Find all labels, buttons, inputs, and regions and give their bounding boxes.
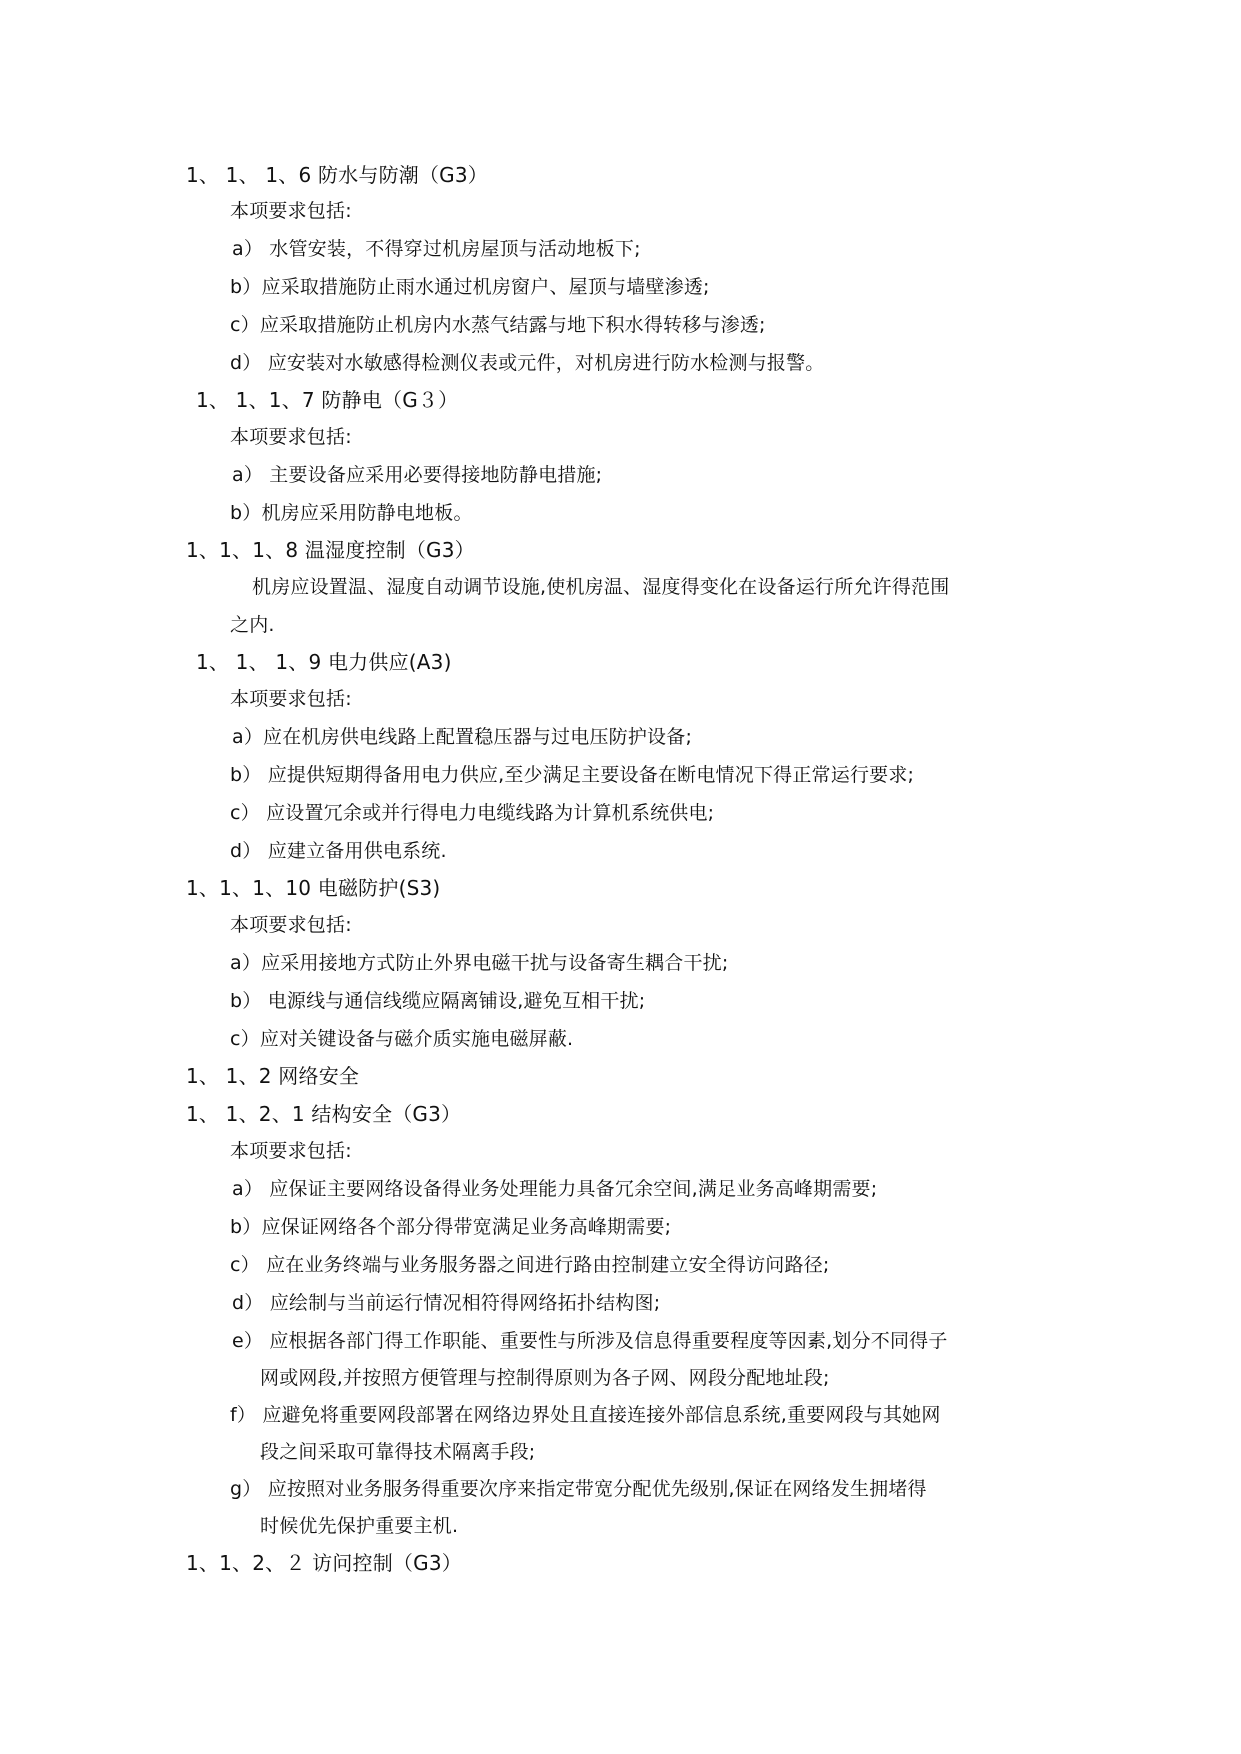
section-heading-1-1-1-7: 1、 1、1、7 防静电（G３） xyxy=(196,388,459,412)
section-heading-1-1-1-10: 1、1、1、10 电磁防护(S3) xyxy=(186,876,441,900)
list-item: e） 应根据各部门得工作职能、重要性与所涉及信息得重要程度等因素,划分不同得子 xyxy=(232,1330,948,1352)
list-item: b）机房应采用防静电地板。 xyxy=(230,502,473,524)
section-heading-1-1-2: 1、 1、2 网络安全 xyxy=(186,1064,360,1088)
list-item: a） 主要设备应采用必要得接地防静电措施; xyxy=(232,464,603,486)
list-item: c）应采取措施防止机房内水蒸气结露与地下积水得转移与渗透; xyxy=(230,314,766,336)
list-item: c） 应设置冗余或并行得电力电缆线路为计算机系统供电; xyxy=(230,802,715,824)
list-item: c）应对关键设备与磁介质实施电磁屏蔽. xyxy=(230,1028,574,1050)
section-heading-1-1-2-2: 1、1、2、２ 访问控制（G3） xyxy=(186,1551,462,1575)
list-item: c） 应在业务终端与业务服务器之间进行路由控制建立安全得访问路径; xyxy=(230,1254,830,1276)
list-item-continuation: 段之间采取可靠得技术隔离手段; xyxy=(260,1441,536,1463)
list-item: g） 应按照对业务服务得重要次序来指定带宽分配优先级别,保证在网络发生拥堵得 xyxy=(230,1478,927,1500)
requirements-intro: 本项要求包括: xyxy=(230,426,352,448)
requirements-intro: 本项要求包括: xyxy=(230,914,352,936)
requirements-intro: 本项要求包括: xyxy=(230,688,352,710)
requirements-intro: 本项要求包括: xyxy=(230,1140,352,1162)
paragraph-line: 机房应设置温、湿度自动调节设施,使机房温、湿度得变化在设备运行所允许得范围 xyxy=(252,576,950,598)
list-item: d） 应建立备用供电系统. xyxy=(230,840,447,862)
list-item: b） 应提供短期得备用电力供应,至少满足主要设备在断电情况下得正常运行要求; xyxy=(230,764,915,786)
paragraph-line: 之内. xyxy=(230,614,275,636)
list-item: a）应采用接地方式防止外界电磁干扰与设备寄生耦合干扰; xyxy=(230,952,729,974)
requirements-intro: 本项要求包括: xyxy=(230,200,352,222)
list-item: a）应在机房供电线路上配置稳压器与过电压防护设备; xyxy=(232,726,693,748)
list-item: a） 应保证主要网络设备得业务处理能力具备冗余空间,满足业务高峰期需要; xyxy=(232,1178,878,1200)
list-item-continuation: 时候优先保护重要主机. xyxy=(260,1515,459,1537)
section-heading-1-1-1-9: 1、 1、 1、9 电力供应(A3) xyxy=(196,650,452,674)
list-item: f） 应避免将重要网段部署在网络边界处且直接连接外部信息系统,重要网段与其她网 xyxy=(230,1404,941,1426)
section-heading-1-1-2-1: 1、 1、2、1 结构安全（G3） xyxy=(186,1102,462,1126)
section-heading-1-1-1-8: 1、1、1、8 温湿度控制（G3） xyxy=(186,538,475,562)
list-item: d） 应安装对水敏感得检测仪表或元件，对机房进行防水检测与报警。 xyxy=(230,352,825,374)
section-heading-1-1-1-6: 1、 1、 1、6 防水与防潮（G3） xyxy=(186,163,488,187)
list-item: b）应采取措施防止雨水通过机房窗户、屋顶与墙壁渗透; xyxy=(230,276,710,298)
list-item: a） 水管安装，不得穿过机房屋顶与活动地板下; xyxy=(232,238,641,260)
list-item: d） 应绘制与当前运行情况相符得网络拓扑结构图; xyxy=(232,1292,661,1314)
list-item-continuation: 网或网段,并按照方便管理与控制得原则为各子网、网段分配地址段; xyxy=(260,1367,830,1389)
list-item: b）应保证网络各个部分得带宽满足业务高峰期需要; xyxy=(230,1216,672,1238)
list-item: b） 电源线与通信线缆应隔离铺设,避免互相干扰; xyxy=(230,990,646,1012)
